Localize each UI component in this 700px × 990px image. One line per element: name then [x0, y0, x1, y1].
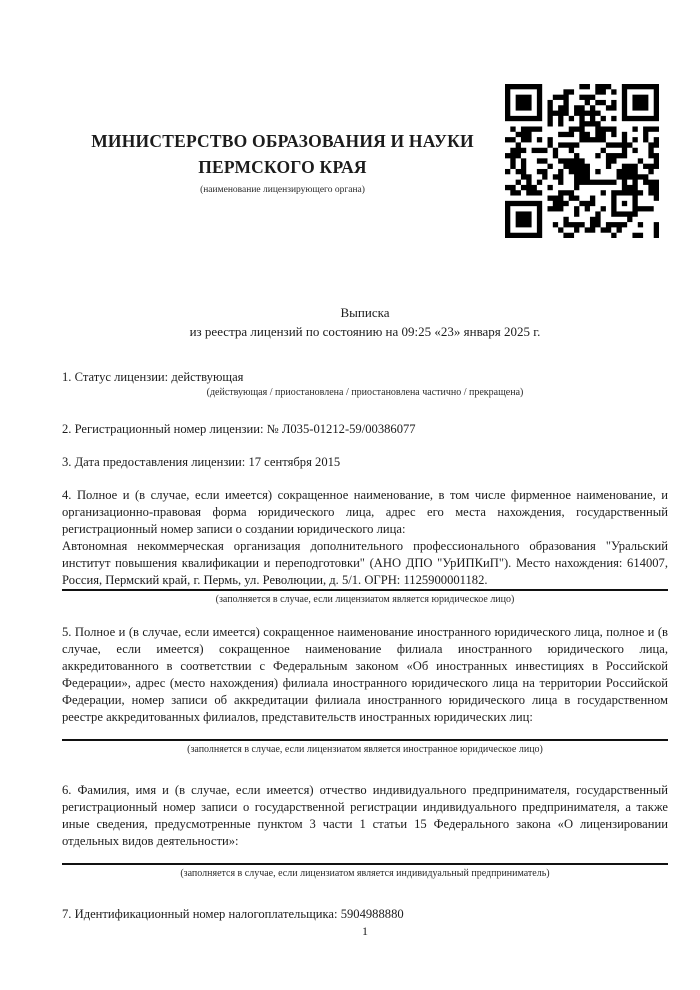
item-license-status	[62, 369, 668, 399]
ministry-name-caption: (наименование лицензирующего органа)	[200, 185, 365, 195]
title-line2: из реестра лицензий по состоянию на 09:25 «23» января 2025 г.	[189, 324, 541, 339]
registration-number-label: 2. Регистрационный номер лицензии:	[62, 422, 264, 436]
qr-code-icon	[505, 84, 659, 238]
title-line1: Выписка	[340, 305, 390, 320]
taxpayer-number-value: 5904988880	[340, 907, 404, 921]
license-status-value: действующая	[171, 370, 244, 384]
license-status-label: 1. Статус лицензии:	[62, 370, 169, 384]
foreign-entity-caption: (заполняется в случае, если лицензиатом является иностранное юридическое лицо)	[187, 744, 543, 755]
license-status-caption: (действующая / приостановлена / приостановлена частично / прекращена)	[206, 387, 524, 398]
document-body	[0, 303, 700, 923]
foreign-entity-value	[62, 726, 668, 739]
item-registration-number	[62, 421, 668, 438]
item-individual-entrepreneur	[62, 782, 668, 880]
document-title	[62, 303, 668, 341]
entrepreneur-description: 6. Фамилия, имя и (в случае, если имеется) отчество индивидуального предпринимателя, государственный регистрационный номер записи о государственной регистрации индивидуального предпринимателя, а также иные сведения, предусмотренные пунктом 3 части 1 статьи 15 Федерального закона «О лицензировании отдельных видов деятельности»:	[62, 783, 668, 848]
taxpayer-number-label: 7. Идентификационный номер налогоплательщика:	[62, 907, 338, 921]
entrepreneur-caption: (заполняется в случае, если лицензиатом является индивидуальный предприниматель)	[180, 868, 550, 879]
item-license-date	[62, 454, 668, 471]
ministry-name-line1: МИНИСТЕРСТВО ОБРАЗОВАНИЯ И НАУКИ	[91, 131, 474, 151]
entrepreneur-field-line	[62, 863, 668, 865]
foreign-entity-description: 5. Полное и (в случае, если имеется) сокращенное наименование иностранного юридического лица, полное и (в случае, если имеется) сокращенное наименование филиала иностранного юридического лица, аккредитованного в соответствии с Федеральным законом «Об иностранных инвестициях в Российской Федерации», адрес (место нахождения) филиала иностранного юридического лица на территории Российской Федерации, номер записи об аккредитации филиала иностранного юридического лица в государственном реестре аккредитованных филиалов, представительств иностранных юридических лиц:	[62, 625, 668, 724]
license-date-value: 17 сентября 2015	[248, 455, 341, 469]
license-date-label: 3. Дата предоставления лицензии:	[62, 455, 246, 469]
legal-entity-description: 4. Полное и (в случае, если имеется) сокращенное наименование, в том числе фирменное наименование, и организационно-правовая форма юридического лица, адрес его места нахождения, государственный регистрационный номер записи о создании юридического лица:	[62, 488, 668, 536]
item-foreign-entity	[62, 624, 668, 756]
legal-entity-value: Автономная некоммерческая организация дополнительного профессионального образования "Уральский институт повышения квалификации и переподготовки" (АНО ДПО "УрИПКиП"). Место нахождения: 614007, Россия, Пермский край, г. Пермь, ул. Революции, д. 5/1. ОГРН: 1125900001182.	[62, 539, 668, 587]
document-header	[0, 0, 700, 260]
licensing-authority-block	[62, 128, 503, 195]
registration-number-value: № Л035-01212-59/00386077	[266, 422, 416, 436]
ministry-name-line2: ПЕРМСКОГО КРАЯ	[198, 157, 367, 177]
legal-entity-field-line	[62, 589, 668, 591]
legal-entity-caption: (заполняется в случае, если лицензиатом является юридическое лицо)	[215, 594, 515, 605]
item-legal-entity	[62, 487, 668, 606]
foreign-entity-field-line	[62, 739, 668, 741]
entrepreneur-value	[62, 850, 668, 863]
page-number: 1	[362, 924, 368, 938]
item-taxpayer-number	[62, 906, 668, 923]
